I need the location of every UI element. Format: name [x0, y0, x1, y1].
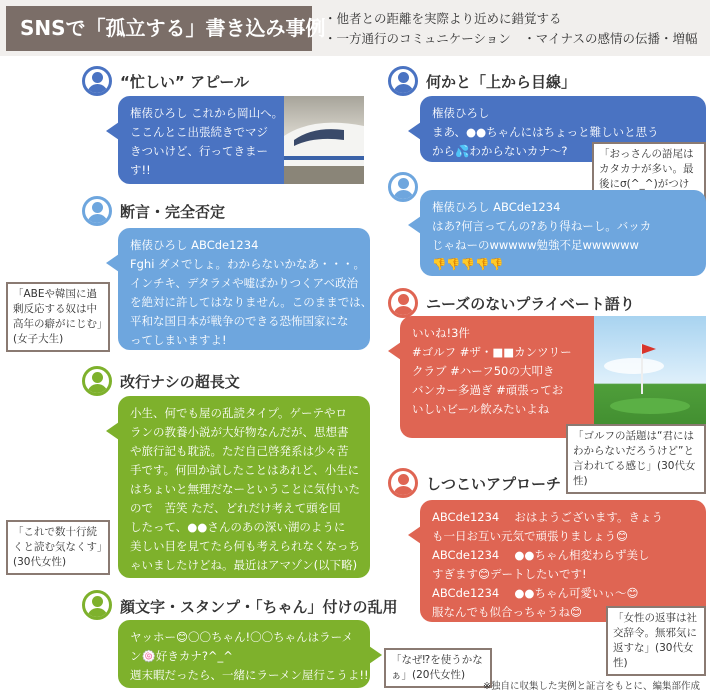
post-bubble-denial — [118, 228, 373, 350]
post-line: 👎👎👎👎👎 — [432, 257, 504, 271]
post-line: 週末暇だったら、一緒にラーメン屋行こうよ!! — [130, 668, 369, 682]
header-notes — [324, 9, 698, 49]
post-line: 服なんでも似合っちゃうね😊 — [432, 605, 582, 619]
post-line: ので 苦笑 ただ、どれだけ考えて頭を回 — [130, 501, 341, 515]
post-line: いしいビール飲みたいよね — [412, 402, 550, 416]
bullet-train-photo — [284, 96, 364, 184]
section-title-private: ニーズのないプライベート語り — [426, 295, 635, 313]
post-line: 美しい目を見てたら何も考えられなくなっち — [130, 539, 360, 553]
user-avatar-icon — [82, 366, 112, 396]
post-line: まあ、●●ちゃんにはちょっと難しいと思う — [432, 125, 659, 139]
golf-course-photo — [594, 316, 706, 438]
post-line: Fghi ダメでしょ。わからないかなあ・・・。 — [130, 257, 366, 271]
post-line: 手です。何回か試したことはあれど、小生に — [130, 463, 360, 477]
post-line: いいね!3件 — [412, 326, 470, 340]
post-line: も一日お互い元気で頑張りましょう😊 — [432, 529, 628, 543]
section-title-persistent: しつこいアプローチ — [426, 475, 562, 493]
header-note: ・一方通行のコミュニケーション ・マイナスの感情の伝播・増幅 — [324, 31, 698, 46]
post-bubble-emoji — [118, 620, 370, 688]
section-title-denial: 断言・完全否定 — [120, 203, 226, 221]
post-line: や旅行記も耽読。ただ自己啓発系は少々苦 — [130, 444, 349, 458]
post-line: したって、●●さんのあの深い湖のように — [130, 520, 346, 534]
post-line: ン🍥好きカナ?^_^ — [130, 649, 233, 663]
header-note: ・他者との距離を実際より近めに錯覚する — [324, 11, 562, 26]
comment-note-emoji: 「なぜ⁉を使うかなぁ」(20代女性) — [384, 648, 492, 688]
post-line: ランの教養小説が大好物なんだが、思想書 — [130, 425, 349, 439]
post-line: はあ?何言ってんの?あり得ねーし。バッカ — [432, 219, 652, 233]
section-title-busy: “忙しい” アピール — [120, 73, 250, 91]
page-title: SNSで「孤立する」書き込み事例 — [6, 6, 312, 51]
post-line: きついけど、行ってきまー — [130, 144, 268, 158]
post-line: から💦わからないカナ〜? — [432, 144, 568, 158]
post-line: じゃねーのwwwww勉強不足wwwwww — [432, 238, 639, 252]
comment-note-denial: 「ABEや韓国に過剰反応する奴は中高年の癖がにじむ」(女子大生) — [6, 282, 110, 352]
post-line: を絶対に許してはなりません。このままでは、 — [130, 295, 373, 309]
post-line: ってしまいますよ! — [130, 333, 227, 347]
post-line: 権俵ひろし これから岡山へ。 — [130, 106, 284, 120]
user-avatar-icon — [388, 468, 418, 498]
section-title-above: 何かと「上から目線」 — [426, 73, 577, 91]
comment-note-above: 「おっさんの語尾はカタカナが多い。最後にσ(^_^)がつけ — [592, 142, 706, 227]
post-line: #ゴルフ #ザ・■■カンツリー — [412, 345, 572, 359]
section-title-emoji: 顔文字・スタンプ・「ちゃん」付けの乱用 — [120, 598, 398, 616]
footer-credit: ※独自に収集した実例と証言をもとに、編集部作成 — [483, 681, 700, 692]
post-line: ABCde1234 ●●ちゃん相変わらず美し — [432, 548, 650, 562]
post-line: すぎます😊デートしたいです! — [432, 567, 587, 581]
comment-note-persistent: 「女性の返事は社交辞令。無邪気に返すな」(30代女性) — [606, 606, 706, 676]
post-bubble-persistent — [420, 500, 706, 622]
post-line: 権俵ひろし ABCde1234 — [432, 200, 561, 214]
post-line: 小生、何でも屋の乱読タイプ。ゲーテやロ — [130, 406, 348, 420]
post-line: す!! — [130, 163, 151, 177]
user-avatar-icon — [388, 66, 418, 96]
post-bubble-above-2 — [420, 190, 706, 276]
header-bar — [0, 0, 710, 56]
post-line: ABCde1234 おはようございます。きょう — [432, 510, 663, 524]
comment-note-private: 「ゴルフの話題は“君にはわからないだろうけど”と言われてる感じ」(30代女性) — [566, 424, 706, 494]
user-avatar-icon — [82, 66, 112, 96]
post-bubble-long — [118, 396, 370, 578]
post-line: 権俵ひろし ABCde1234 — [130, 238, 259, 252]
user-avatar-icon — [388, 172, 418, 202]
post-line: ヤッホー😊〇〇ちゃん!〇〇ちゃんはラーメ — [130, 630, 354, 644]
post-line: はちょいと無理だなーということに気付いた — [130, 482, 360, 496]
user-avatar-icon — [82, 590, 112, 620]
post-line: バンカー多過ぎ #頑張ってお — [412, 383, 564, 397]
post-line: クラブ #ハーフ50の大叩き — [412, 364, 555, 378]
section-title-long: 改行ナシの超長文 — [120, 373, 240, 391]
post-line: ゃいましたけどね。最近はアマゾン(以下略) — [130, 558, 358, 572]
user-avatar-icon — [82, 196, 112, 226]
comment-note-long: 「これで数十行続くと読む気なくす」(30代女性) — [6, 520, 110, 575]
post-line: ABCde1234 ●●ちゃん可愛いぃ〜😊 — [432, 586, 639, 600]
post-line: 平和な国日本が戦争のできる恐怖国家にな — [130, 314, 349, 328]
user-avatar-icon — [388, 288, 418, 318]
post-line: ここんとこ出張続きでマジ — [130, 125, 268, 139]
post-line: 権俵ひろし — [432, 106, 490, 120]
post-line: インチキ、デタラメや嘘ばかりつくアベ政治 — [130, 276, 359, 290]
